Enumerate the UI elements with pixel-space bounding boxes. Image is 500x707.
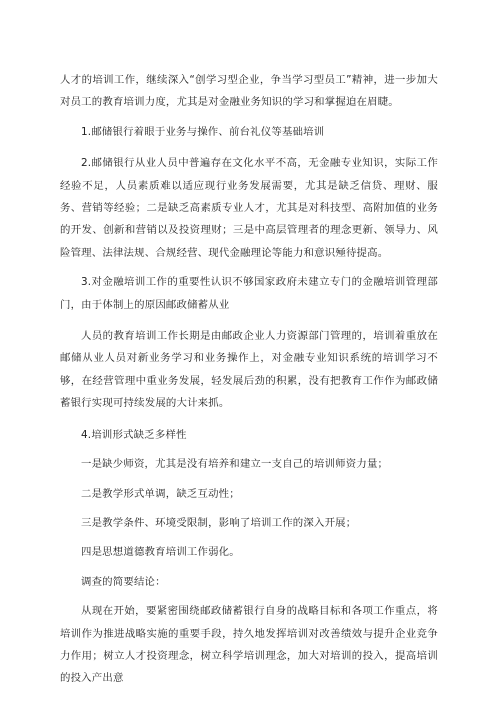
paragraph-point-2: 二是教学形式单调，缺乏互动性； <box>81 487 240 500</box>
paragraph-item-3-body: 人员的教育培训工作长期是由邮政企业人力资源部门管理的，培训着重放在邮储从业人员对新业务学习和业务操作上，对金融专业知识系统的培训学习不够，在经营管理中重业务发展，轻发展后劲的积累，没有把教育工作作为邮政储蓄银行实现可持续发展的大计来抓。 <box>60 330 438 410</box>
paragraph-point-3: 三是教学条件、环境受限制，影响了培训工作的深入开展； <box>81 516 357 529</box>
paragraph-conclusion-heading: 调查的简要结论： <box>81 575 166 588</box>
paragraph-item-3: 3.对金融培训工作的重要性认识不够国家政府未建立专门的金融培训管理部门，由于体制上的原因邮政储蓄从业 <box>60 276 438 311</box>
paragraph-item-1: 1.邮储银行着眼于业务与操作、前台礼仪等基础培训 <box>81 125 325 138</box>
paragraph-point-4: 四是思想道德教育培训工作弱化。 <box>81 546 240 559</box>
paragraph-conclusion-body: 从现在开始，要紧密围绕邮政储蓄银行自身的战略目标和各项工作重点，将培训作为推进战略实施的重要手段，持久地发挥培训对改善绩效与提升企业竞争力作用；树立人才投资理念，树立科学培训理念，加大对培训的投入，提高培训的投入产出意 <box>60 605 438 685</box>
paragraph-continuation: 人才的培训工作，继续深入“创学习型企业，争当学习型员工”精神，进一步加大对员工的教育培训力度，尤其是对金融业务知识的学习和掌握迫在眉睫。 <box>60 74 438 109</box>
paragraph-point-1: 一是缺少师资，尤其是没有培养和建立一支自己的培训师资力量； <box>81 458 389 471</box>
paragraph-item-2: 2.邮储银行从业人员中普遍存在文化水平不高，无金融专业知识，实际工作经验不足，人员素质难以适应现行业务发展需要，尤其是缺乏信贷、理财、服务、营销等经验；二是缺乏高素质专业人才，尤其是对科技型、高附加值的业务的开发、创新和营销以及投资理财；三是中高层管理者的理念更新、领导力、风险管理、法律法规、合规经营、现代金融理论等能力和意识殛待提高。 <box>60 157 438 259</box>
paragraph-item-4: 4.培训形式缺乏多样性 <box>81 428 187 441</box>
